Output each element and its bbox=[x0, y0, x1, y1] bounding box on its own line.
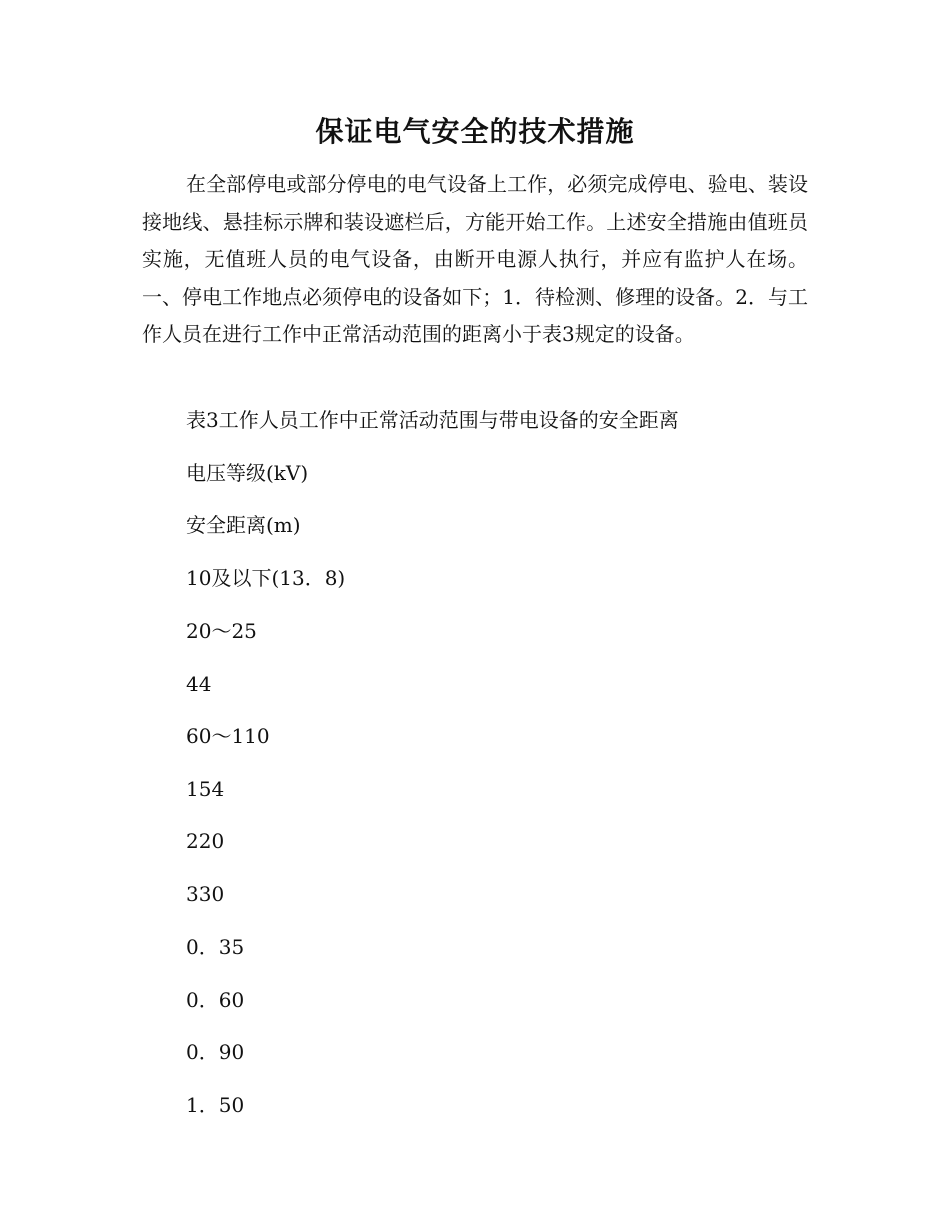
table-header-distance: 安全距离(m) bbox=[186, 513, 301, 537]
table-cell-distance: 0．90 bbox=[186, 1040, 245, 1064]
table-cell-voltage: 10及以下(13．8) bbox=[186, 566, 346, 590]
intro-paragraph: 在全部停电或部分停电的电气设备上工作，必须完成停电、验电、装设接地线、悬挂标示牌和装设遮栏后，方能开始工作。上述安全措施由值班员实施，无值班人员的电气设备，由断开电源人执行，并应有监护人在场。 一、停电工作地点必须停电的设备如下；1．待检测、修理的设备。2．与工作人员在进行工作中正常活动范围的距离小于表3规定的设备。 bbox=[142, 172, 808, 347]
table-cell-voltage: 60～110 bbox=[186, 724, 270, 748]
table-cell-voltage: 44 bbox=[186, 672, 212, 696]
table-cell-voltage: 330 bbox=[186, 882, 225, 906]
table-cell-voltage: 220 bbox=[186, 829, 225, 853]
table-cell-distance: 1．50 bbox=[186, 1093, 245, 1117]
document-title: 保证电气安全的技术措施 bbox=[315, 115, 635, 148]
table-header-voltage: 电压等级(kV) bbox=[186, 461, 309, 485]
table-cell-distance: 0．35 bbox=[186, 935, 245, 959]
table-cell-voltage: 20～25 bbox=[186, 619, 257, 643]
table-caption: 表3工作人员工作中正常活动范围与带电设备的安全距离 bbox=[186, 408, 679, 432]
table-cell-voltage: 154 bbox=[186, 777, 225, 801]
table-cell-distance: 0．60 bbox=[186, 988, 245, 1012]
